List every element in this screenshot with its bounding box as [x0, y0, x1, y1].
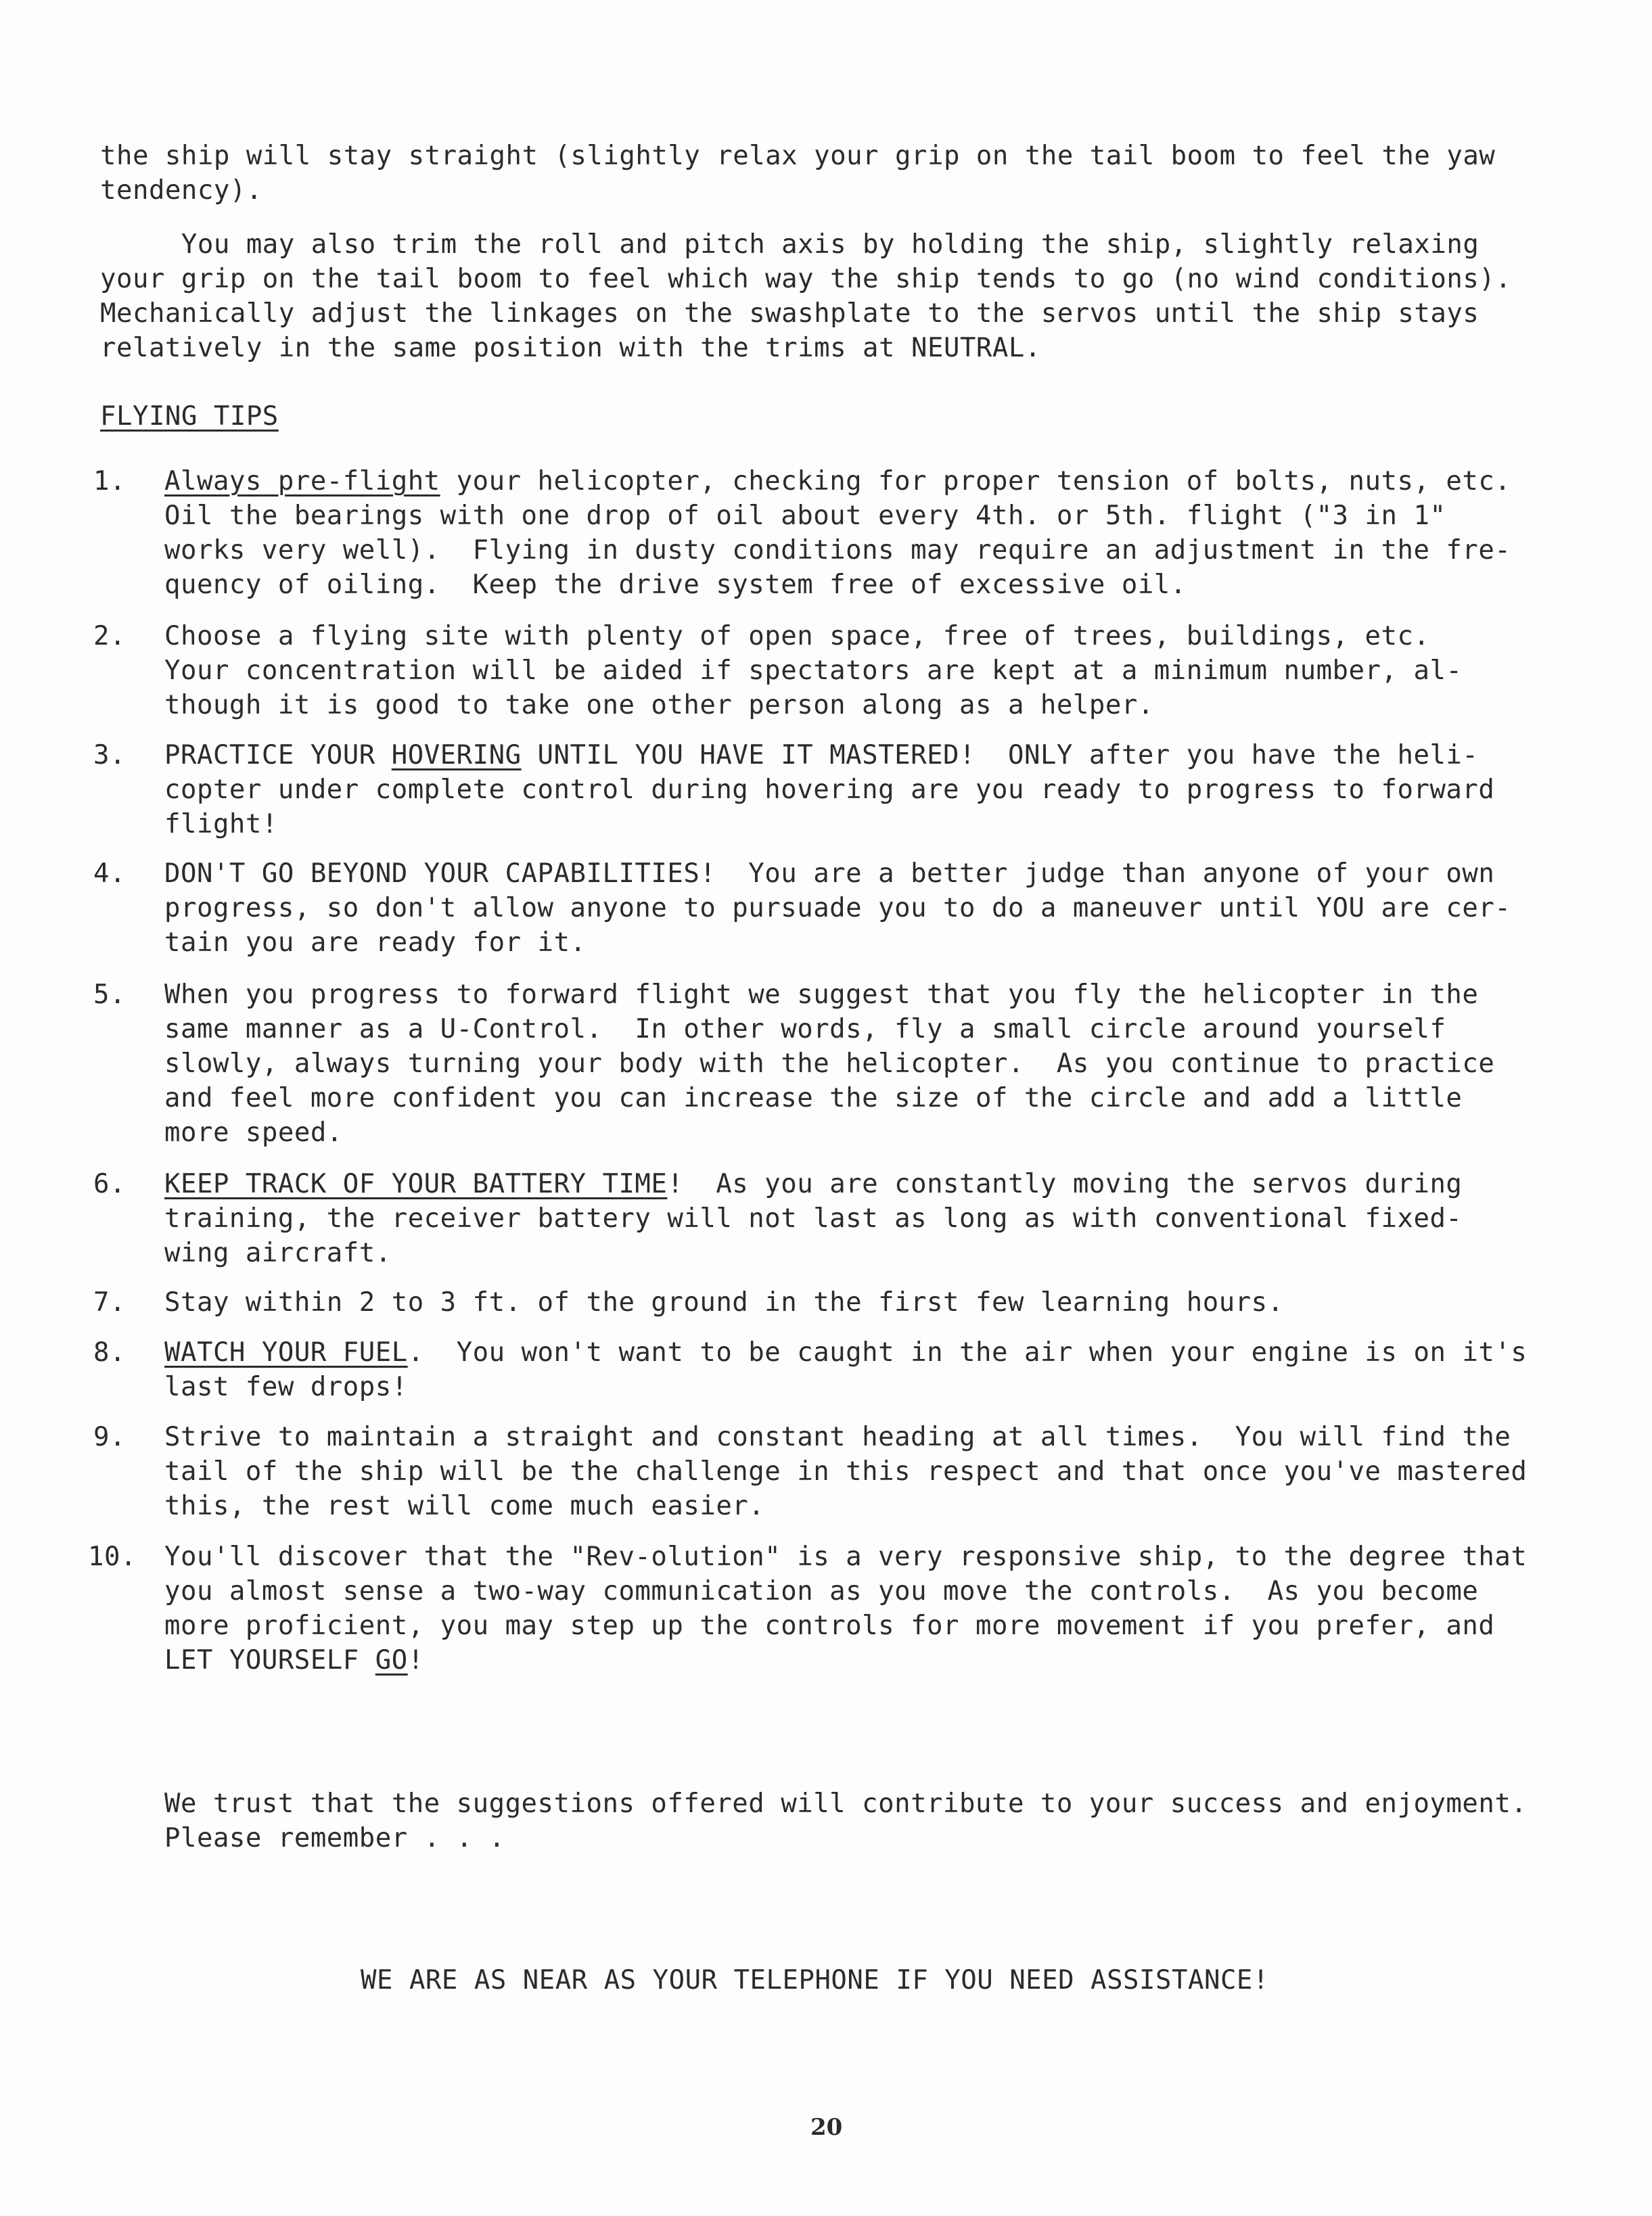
text-line: Strive to maintain a straight and constant heading at all times. You will find the [164, 1422, 1511, 1452]
text-line: last few drops! [164, 1372, 408, 1402]
text-line: Choose a flying site with plenty of open space, free of trees, buildings, etc. [164, 621, 1430, 651]
list-number: 1. [93, 466, 126, 497]
text-line: quency of oiling. Keep the drive system free of excessive oil. [164, 570, 1187, 600]
list-item-body [164, 977, 1585, 1150]
text-line: tain you are ready for it. [164, 927, 587, 958]
list-item-body [164, 619, 1585, 722]
text-line: Please remember . . . [164, 1823, 505, 1853]
text-line: more proficient, you may step up the controls for more movement if you prefer, and [164, 1611, 1495, 1641]
intro-paragraph-1 [100, 139, 1575, 208]
text-line: You may also trim the roll and pitch axis by holding the ship, slightly relaxing [100, 229, 1479, 260]
list-number: 10. [88, 1542, 137, 1572]
text-line: When you progress to forward flight we suggest that you fly the helicopter in the [164, 979, 1479, 1010]
text-line: though it is good to take one other person along as a helper. [164, 690, 1154, 720]
text-line: wing aircraft. [164, 1238, 392, 1268]
list-number: 5. [93, 979, 126, 1010]
text-span: your helicopter, checking for proper tension of bolts, nuts, etc. [440, 466, 1511, 497]
text-line: more speed. [164, 1117, 343, 1148]
list-item-body [164, 1167, 1585, 1270]
list-number: 3. [93, 740, 126, 770]
list-item-body [164, 1540, 1585, 1678]
intro-paragraph-2 [100, 227, 1575, 365]
text-line: copter under complete control during hovering are you ready to progress to forward [164, 775, 1495, 805]
text-line: Mechanically adjust the linkages on the swashplate to the servos until the ship stays [100, 298, 1479, 329]
text-line: You'll discover that the "Rev-olution" is a very responsive ship, to the degree that [164, 1542, 1528, 1572]
text-span: PRACTICE YOUR [164, 740, 392, 770]
text-line: We trust that the suggestions offered will contribute to your success and enjoyment. [164, 1788, 1528, 1819]
text-line: the ship will stay straight (slightly relax your grip on the tail boom to feel the yaw [100, 141, 1496, 171]
text-span: ! [407, 1645, 424, 1676]
list-item-body [164, 1335, 1585, 1404]
list-number: 9. [93, 1422, 126, 1452]
text-line: Your concentration will be aided if spectators are kept at a minimum number, al- [164, 655, 1463, 686]
underlined-text: KEEP TRACK OF YOUR BATTERY TIME [164, 1169, 668, 1199]
list-item-body [164, 1420, 1585, 1523]
list-item-body [164, 464, 1585, 602]
text-span: UNTIL YOU HAVE IT MASTERED! ONLY after you have the heli- [521, 740, 1479, 770]
underlined-text: Always pre-flight [164, 466, 440, 497]
section-title [100, 399, 279, 434]
list-item-body [164, 856, 1585, 960]
text-line: works very well). Flying in dusty conditions may require an adjustment in the fre- [164, 535, 1511, 565]
page-number: 20 [810, 2114, 843, 2141]
assistance-statement: WE ARE AS NEAR AS YOUR TELEPHONE IF YOU NEED ASSISTANCE! [361, 1965, 1269, 1995]
text-span: ! As you are constantly moving the servos during [667, 1169, 1463, 1199]
text-line: progress, so don't allow anyone to pursuade you to do a maneuver until YOU are cer- [164, 893, 1511, 923]
list-item-body [164, 1285, 1585, 1320]
text-line: tail of the ship will be the challenge in this respect and that once you've mastered [164, 1456, 1528, 1487]
list-number: 2. [93, 621, 126, 651]
section-title-text: FLYING TIPS [100, 401, 279, 432]
text-line: this, the rest will come much easier. [164, 1491, 765, 1521]
text-line: and feel more confident you can increase the size of the circle and add a little [164, 1083, 1463, 1113]
underlined-text: GO [375, 1645, 408, 1676]
list-number: 6. [93, 1169, 126, 1199]
list-number: 8. [93, 1337, 126, 1368]
text-line: Oil the bearings with one drop of oil about every 4th. or 5th. flight ("3 in 1" [164, 501, 1446, 531]
text-line [164, 464, 1585, 499]
text-line: flight! [164, 809, 278, 839]
text-span: LET YOURSELF [164, 1645, 375, 1676]
text-span: . You won't want to be caught in the air when your engine is on it's [407, 1337, 1528, 1368]
text-line [164, 1335, 1585, 1370]
text-line: your grip on the tail boom to feel which way the ship tends to go (no wind conditions). [100, 264, 1512, 294]
list-number: 7. [93, 1287, 126, 1318]
underlined-text: HOVERING [391, 740, 522, 770]
text-line: relatively in the same position with the trims at NEUTRAL. [100, 333, 1041, 363]
underlined-text: WATCH YOUR FUEL [164, 1337, 408, 1368]
text-line: training, the receiver battery will not last as long as with conventional fixed- [164, 1203, 1463, 1234]
text-line [164, 1167, 1585, 1201]
text-line: same manner as a U-Control. In other words, fly a small circle around yourself [164, 1014, 1446, 1044]
text-line: tendency). [100, 175, 262, 206]
list-item-body [164, 738, 1585, 841]
text-line: slowly, always turning your body with the helicopter. As you continue to practice [164, 1048, 1495, 1079]
text-line: you almost sense a two-way communication as you move the controls. As you become [164, 1576, 1479, 1607]
text-line: DON'T GO BEYOND YOUR CAPABILITIES! You are a better judge than anyone of your own [164, 858, 1495, 889]
text-line [164, 738, 1585, 772]
closing-paragraph [164, 1786, 1527, 1855]
text-line: Stay within 2 to 3 ft. of the ground in the first few learning hours. [164, 1287, 1284, 1318]
list-number: 4. [93, 858, 126, 889]
text-line [164, 1643, 1585, 1678]
